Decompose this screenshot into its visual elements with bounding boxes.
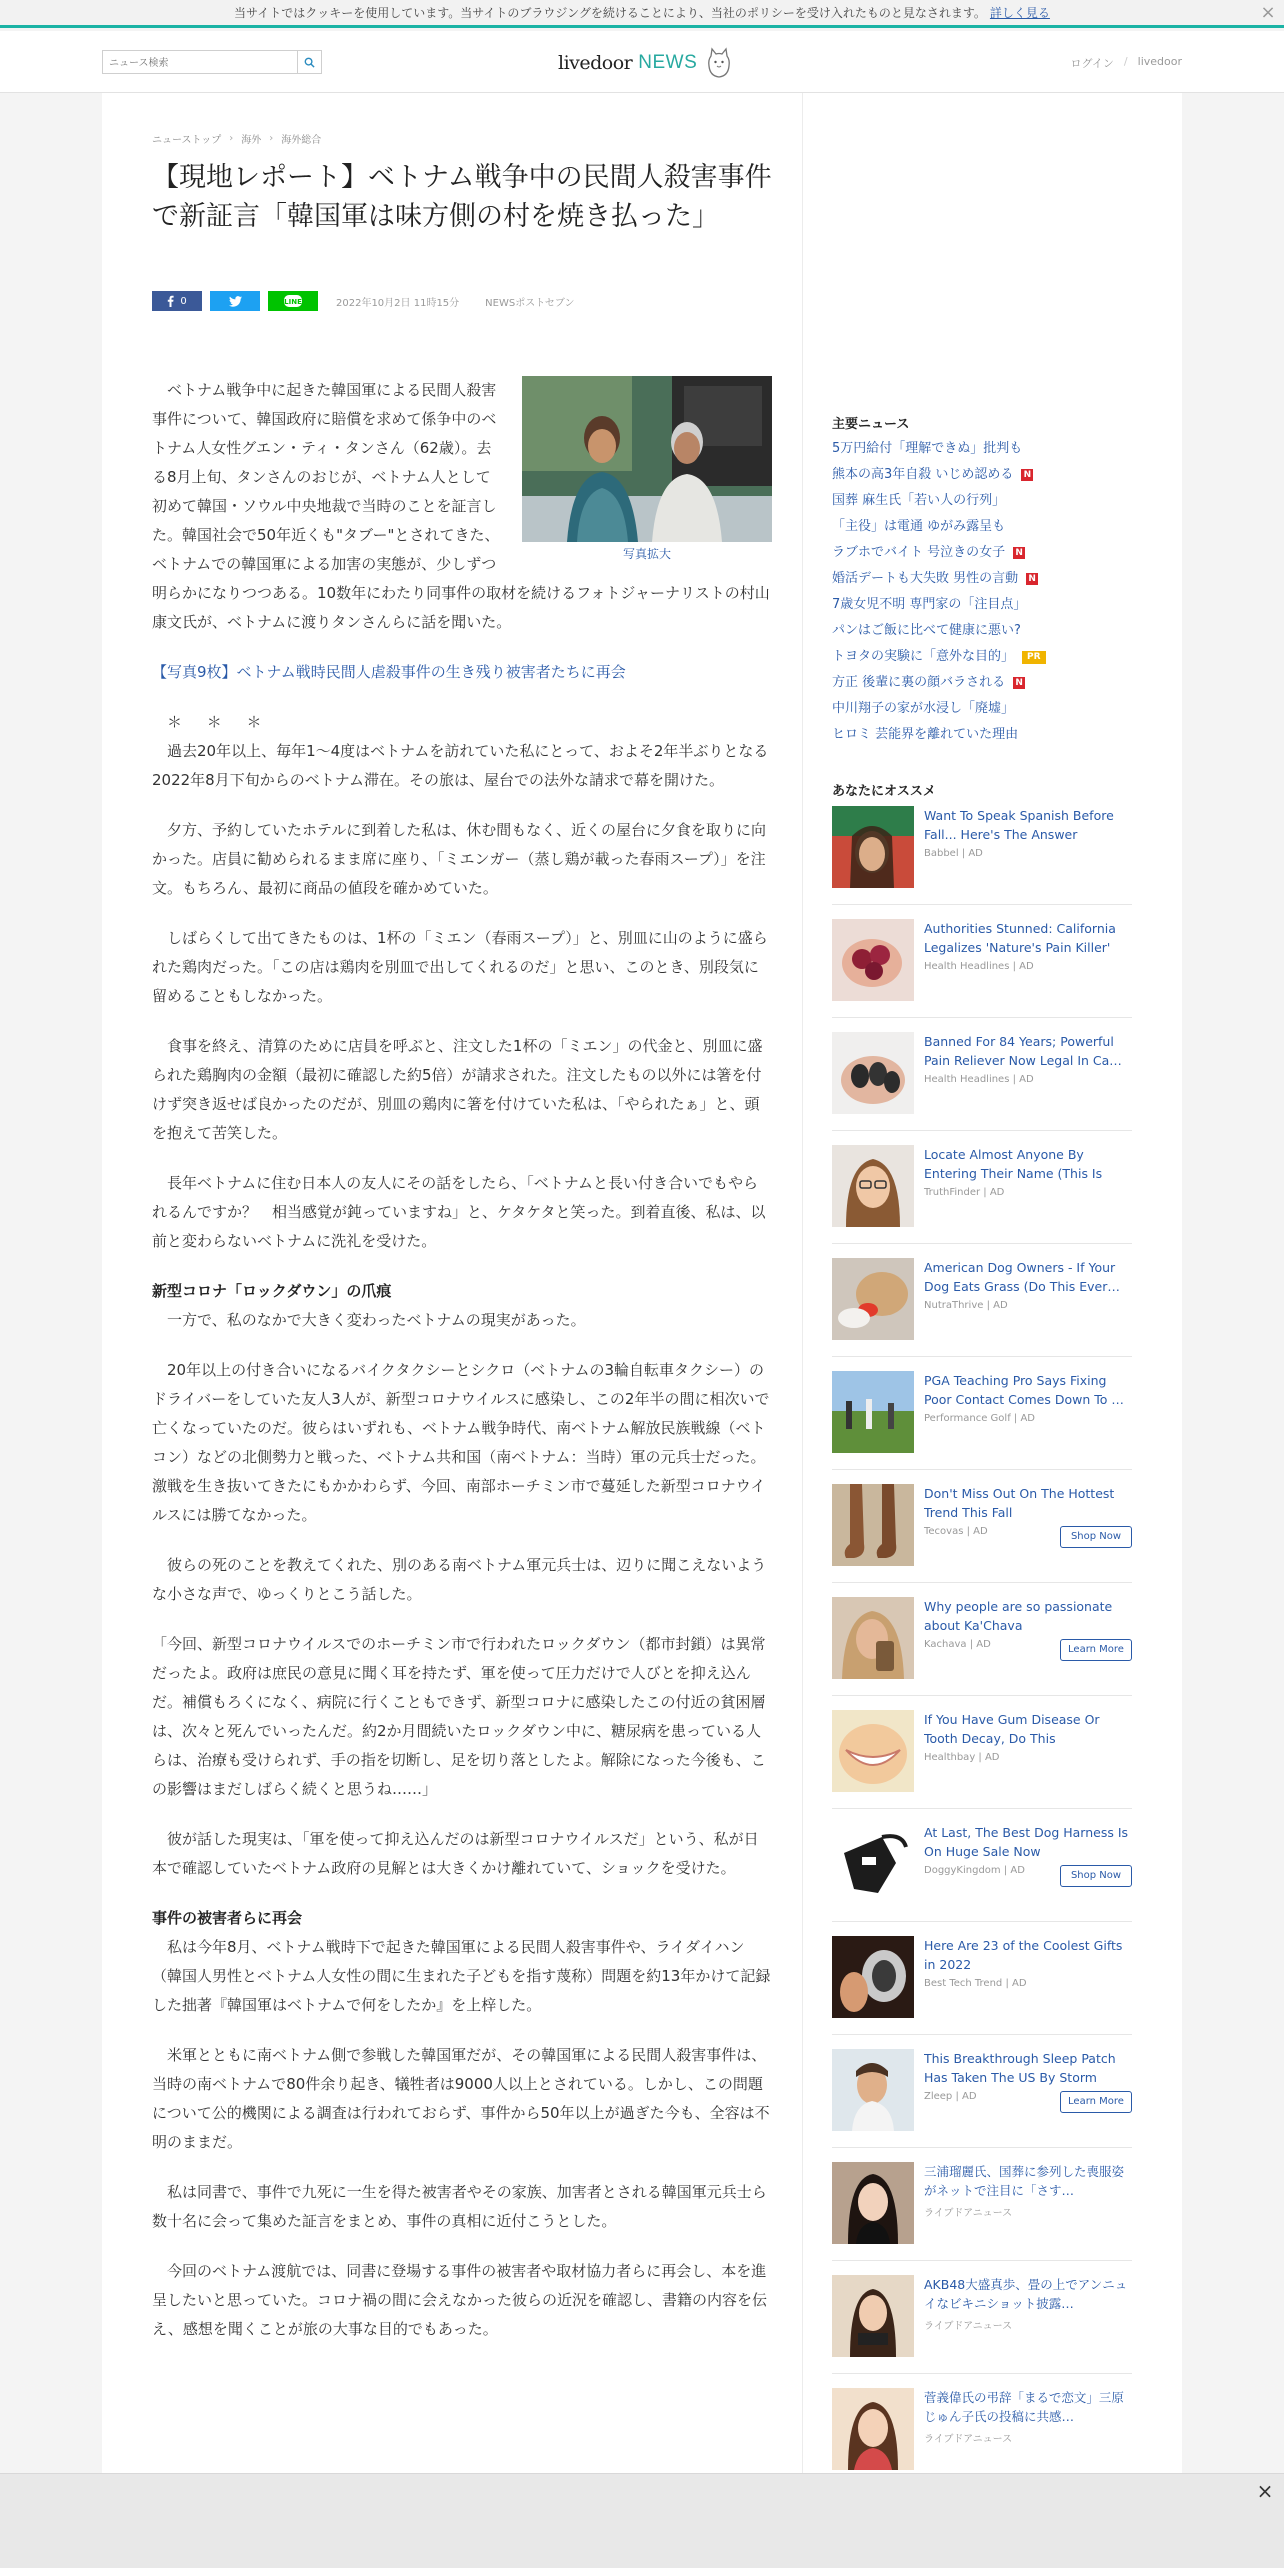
article-source[interactable]: NEWSポストセブン [485, 297, 575, 309]
twitter-icon [229, 296, 242, 307]
news-item[interactable]: ラブホでバイト 号泣きの女子 N [832, 540, 1132, 566]
recommend-thumbnail[interactable] [832, 1484, 914, 1566]
news-item[interactable]: 方正 後輩に裏の顔バラされる N [832, 670, 1132, 696]
recommend-thumbnail[interactable] [832, 1258, 914, 1340]
recommend-source: Health Headlines | AD [924, 961, 1034, 972]
recommend-item[interactable] [832, 2035, 1132, 2148]
photo-enlarge-link[interactable]: 写真拡大 [622, 547, 671, 561]
recommend-item[interactable] [832, 1131, 1132, 1244]
recommend-source: Performance Golf | AD [924, 1413, 1035, 1424]
article-paragraph: ベトナム戦争中に起きた韓国軍による民間人殺害事件について、韓国政府に賠償を求めて係争中のベトナム人女性グエン・ティ・タンさん（62歳）。去る8月上旬、タンさんのおじが、ベトナム人として初めて韓国・ソウル中央地裁で当時のことを証言した。韓国社会で50年近くも"タブー"とされてきた、ベトナムでの韓国軍による加害の実態が、少しずつ明らかになりつつある。10数年にわたり同事件の取材を続けるフォトジャーナリストの村山康文氏が、ベトナムに渡りタンさんらに話を聞いた。 [152, 381, 770, 631]
learn-more-button[interactable]: Learn More [1060, 2091, 1132, 2113]
recommend-thumbnail[interactable] [832, 1145, 914, 1227]
recommend-source: DoggyKingdom | AD [924, 1865, 1025, 1876]
recommend-source: Health Headlines | AD [924, 1074, 1034, 1085]
recommend-thumbnail[interactable] [832, 1823, 914, 1905]
recommend-thumbnail[interactable] [832, 1936, 914, 2018]
chevron-right-icon: › [269, 133, 274, 144]
article-paragraph: 私は今年8月、ベトナム戦時下で起きた韓国軍による民間人殺害事件や、ライダイハン（韓国人男性とベトナム人女性の間に生まれた子どもを指す蔑称）問題を約13年かけて記録した拙著『韓国軍はベトナムで何をしたか』を上梓した。 [152, 1938, 771, 2014]
article-paragraph: しばらくして出てきたものは、1杯の「ミエン（春雨スープ）」と、別皿に山のように盛られた鶏肉だった。「この店は鶏肉を別皿で出してくれるのだ」と思い、このとき、別段気に留めることもしなかった。 [152, 929, 768, 1005]
bottom-ad-bar [0, 2473, 1284, 2568]
article-paragraph: 米軍とともに南ベトナム側で参戦した韓国軍だが、その韓国軍による民間人殺害事件は、当時の南ベトナムで80件余り起き、犠牲者は9000人以上とされている。しかし、この問題について公的機関による調査は行われておらず、事件から50年以上が過ぎた今も、全容は不明のままだ。 [152, 2046, 770, 2151]
new-badge: N [1013, 547, 1025, 559]
recommend-title[interactable]: Want To Speak Spanish Before Fall... Here's The Answer [924, 808, 1114, 842]
news-item[interactable]: 熊本の高3年自殺 いじめ認める N [832, 462, 1132, 488]
facebook-share-button[interactable] [152, 291, 202, 311]
recommend-item[interactable] [832, 1357, 1132, 1470]
logo-livedoor: livedoor [558, 52, 633, 74]
recommend-thumbnail[interactable] [832, 1710, 914, 1792]
recommend-source: Kachava | AD [924, 1639, 991, 1650]
recommend-title[interactable]: At Last, The Best Dog Harness Is On Huge Sale Now [924, 1825, 1129, 1859]
chevron-right-icon: › [229, 133, 234, 144]
recommend-item[interactable] [832, 1696, 1132, 1809]
recommend-item[interactable] [832, 2374, 1132, 2487]
recommend-thumbnail[interactable] [832, 2162, 914, 2244]
livedoor-link[interactable]: livedoor [1137, 55, 1182, 68]
breadcrumb-item-overseas-general[interactable]: 海外総合 [281, 135, 322, 146]
news-item[interactable]: 婚活デートも大失敗 男性の言動 N [832, 566, 1132, 592]
recommend-source: Tecovas | AD [924, 1526, 988, 1537]
login-link[interactable]: ログイン [1070, 57, 1114, 70]
recommend-source: ライブドアニュース [924, 2321, 1013, 2332]
recommend-thumbnail[interactable] [832, 2049, 914, 2131]
recommend-thumbnail[interactable] [832, 1371, 914, 1453]
article-paragraph: 彼が話した現実は、「軍を使って抑え込んだのは新型コロナウイルスだ」という、私が日本で確認していたベトナム政府の見解とは大きくかけ離れていて、ショックを受けた。 [152, 1830, 759, 1877]
article-title: 【現地レポート】ベトナム戦争中の民間人殺害事件で新証言「韓国軍は味方側の村を焼き払った」 [152, 162, 772, 232]
recommend-item[interactable] [832, 1018, 1132, 1131]
recommend-source: Healthbay | AD [924, 1752, 1000, 1763]
recommend-title[interactable]: If You Have Gum Disease Or Tooth Decay, Do This [924, 1712, 1100, 1746]
column-divider [802, 93, 803, 2553]
recommend-thumbnail[interactable] [832, 2388, 914, 2470]
facebook-icon [167, 295, 174, 307]
article-paragraph: 過去20年以上、毎年1～4度はベトナムを訪れていた私にとって、およそ2年半ぶりとなる2022年8月下旬からのベトナム滞在。その旅は、屋台での法外な請求で幕を開けた。 [152, 742, 769, 789]
pr-badge: PR [1022, 651, 1046, 664]
news-item[interactable]: 7歳女児不明 専門家の「注目点」 [832, 597, 1027, 612]
recommend-thumbnail[interactable] [832, 2275, 914, 2357]
recommend-item[interactable] [832, 1922, 1132, 2035]
logo-news: NEWS [638, 52, 698, 73]
article-paragraph: 食事を終え、清算のために店員を呼ぶと、注文した1杯の「ミエン」の代金と、別皿に盛られた鶏胸肉の金額（最初に確認した約5倍）が請求された。注文したもの以外には箸を付けず突き返せば良かったのだが、別皿の鶏肉に箸を付けていた私は、「やられたぁ」と、頭を抱えて苦笑した。 [152, 1037, 763, 1142]
news-item[interactable]: 5万円給付「理解できぬ」批判も [832, 441, 1023, 456]
recommend-item[interactable] [832, 2261, 1132, 2374]
breadcrumb [152, 131, 321, 146]
article-paragraph: 長年ベトナムに住む日本人の友人にその話をしたら、「ベトナムと長い付き合いでもやられるんですか？ 相当感覚が鈍っていますね」と、ケタケタと笑った。到着直後、私は、以前と変わらないベトナムに洗礼を受けた。 [152, 1174, 766, 1250]
recommend-title[interactable]: Locate Almost Anyone By Entering Their Name (This Is [924, 1147, 1103, 1181]
recommend-title[interactable]: 菅義偉氏の弔辞「まるで恋文」三原じゅん子氏の投稿に共感… [924, 2390, 1124, 2424]
recommend-source: ライブドアニュース [924, 2208, 1013, 2219]
news-item[interactable]: パンはご飯に比べて健康に悪い? [832, 623, 1021, 638]
cookie-banner [0, 0, 1284, 28]
recommend-title[interactable]: This Breakthrough Sleep Patch Has Taken The US By Storm [924, 2051, 1116, 2085]
article-date: 2022年10月2日 11時15分 [336, 297, 460, 309]
svg-text:LINE: LINE [284, 298, 302, 306]
mascot-icon [705, 46, 733, 80]
article-paragraph: 今回のベトナム渡航では、同書に登場する事件の被害者や取材協力者らに再会し、本を進呈したいと思っていた。コロナ禍の間に会えなかった彼らの近況を確認し、書籍の内容を伝え、感想を聞くことが旅の大事な目的でもあった。 [152, 2262, 768, 2338]
facebook-share-count: 0 [180, 295, 187, 307]
recommend-title[interactable]: Why people are so passionate about Ka'Chava [924, 1599, 1113, 1633]
recommend-item[interactable] [832, 905, 1132, 1018]
recommend-title[interactable]: Don't Miss Out On The Hottest Trend This Fall [924, 1486, 1115, 1520]
recommend-title[interactable]: Banned For 84 Years; Powerful Pain Reliever Now Legal In Ca… [924, 1034, 1122, 1068]
recommend-source: NutraThrive | AD [924, 1300, 1008, 1311]
new-badge: N [1026, 573, 1038, 585]
cookie-text: 当サイトではクッキーを使用しています。当サイトのブラウジングを続けることにより、当社のポリシーを受け入れたものと見なされます。 [234, 6, 986, 20]
recommend-heading: あなたにオススメ [832, 784, 936, 799]
main-container [102, 93, 1182, 2553]
twitter-share-button[interactable] [210, 291, 260, 311]
article-paragraph: 彼らの死のことを教えてくれた、別のある南ベトナム軍元兵士は、辺りに聞こえないような小さな声で、ゆっくりとこう話した。 [152, 1556, 767, 1603]
section-heading: 事件の被害者らに再会 [152, 1909, 303, 1927]
recommend-title[interactable]: Here Are 23 of the Coolest Gifts in 2022 [924, 1938, 1123, 1972]
search-input[interactable] [103, 53, 297, 75]
recommend-item[interactable] [832, 1583, 1132, 1696]
recommend-thumbnail[interactable] [832, 919, 914, 1001]
section-heading: 新型コロナ「ロックダウン」の爪痕 [152, 1282, 392, 1300]
header-links [1070, 55, 1182, 71]
recommend-thumbnail[interactable] [832, 806, 914, 888]
article-photo[interactable] [522, 376, 772, 566]
recommend-item[interactable] [832, 1470, 1132, 1583]
recommend-thumbnail[interactable] [832, 1597, 914, 1679]
recommend-thumbnail[interactable] [832, 1032, 914, 1114]
search-box [102, 50, 322, 74]
shop-now-button[interactable]: Shop Now [1060, 1526, 1132, 1548]
recommend-item[interactable] [832, 1244, 1132, 1357]
recommend-source: Zleep | AD [924, 2091, 977, 2102]
search-button[interactable] [297, 51, 321, 73]
main-news-list [832, 436, 1132, 748]
shop-now-button[interactable]: Shop Now [1060, 1865, 1132, 1887]
share-bar [152, 291, 575, 311]
main-news-heading: 主要ニュース [832, 417, 910, 432]
article-paragraph: 夕方、予約していたホテルに到着した私は、休む間もなく、近くの屋台に夕食を取りに向かった。店員に勧められるまま席に座り、「ミエンガー（蒸し鶏が載った春雨スープ）」を注文。もちろん、最初に商品の値段を確かめていた。 [152, 821, 766, 897]
recommend-title[interactable]: AKB48大盛真歩、畳の上でアンニュイなビキニショット披露… [924, 2277, 1128, 2311]
cookie-more-link[interactable]: 詳しく見る [989, 6, 1050, 20]
article-paragraph: 20年以上の付き合いになるバイクタクシーとシクロ（ベトナムの3輪自転車タクシー）のドライバーをしていた友人3人が、新型コロナウイルスに感染し、この2年半の間に相次いで亡くなっていたのだ。彼らはいずれも、ベトナム戦争時代、南ベトナム解放民族戦線（ベトコン）などの北側勢力と戦った、ベトナム共和国（南ベトナム：当時）軍の元兵士だった。激戦を生き抜いてきたにもかかわらず、今回、南部ホーチミン市で蔓延した新型コロナウイルスには勝てなかった。 [152, 1361, 770, 1524]
recommend-title[interactable]: American Dog Owners - If Your Dog Eats Grass (Do This Ever… [924, 1260, 1120, 1294]
recommend-source: Babbel | AD [924, 848, 983, 859]
recommend-item[interactable] [832, 792, 1132, 905]
learn-more-button[interactable]: Learn More [1060, 1639, 1132, 1661]
recommend-source: TruthFinder | AD [924, 1187, 1005, 1198]
news-item[interactable]: 中川翔子の家が水浸し「廃墟」 [832, 701, 1015, 716]
new-badge: N [1021, 469, 1033, 481]
article-paragraph: 一方で、私のなかで大きく変わったベトナムの現実があった。 [167, 1311, 586, 1329]
recommend-source: ライブドアニュース [924, 2434, 1013, 2445]
photo-gallery-paragraph [152, 658, 772, 687]
site-header [0, 31, 1284, 93]
photo-gallery-link[interactable]: 【写真9枚】ベトナム戦時民間人虐殺事件の生き残り被害者たちに再会 [152, 663, 626, 681]
article-photo-image[interactable] [522, 376, 772, 542]
recommend-title[interactable]: Authorities Stunned: California Legalizes 'Nature's Pain Killer' [924, 921, 1116, 955]
news-item[interactable]: ヒロミ 芸能界を離れていた理由 [832, 727, 1019, 742]
section-separator: ＊ ＊ ＊ [167, 713, 272, 731]
site-logo[interactable] [558, 43, 733, 83]
article-paragraph: 私は同書で、事件で九死に一生を得た被害者やその家族、加害者とされる韓国軍元兵士ら数十名に会って集めた証言をまとめ、事件の真相に近付こうとした。 [152, 2183, 767, 2230]
search-icon [304, 57, 315, 68]
breadcrumb-item-overseas[interactable]: 海外 [241, 135, 262, 146]
header-separator: / [1123, 55, 1128, 68]
quote-paragraph: 「今回、新型コロナウイルスでのホーチミン市で行われたロックダウン（都市封鎖）は異常だったよ。政府は庶民の意見に聞く耳を持たず、軍を使って圧力だけで人びとを抑え込んだ。補償もろくになく、病院に行くこともできず、新型コロナに感染したこの付近の貧困層は、次々と死んでいったんだ。約2か月間続いたロックダウン中に、糖尿病を患っている人らは、治療も受けられず、手の指を切断し、足を切り落としたよ。解除になった今後も、この影響はまだしばらく続くと思うね……」 [152, 1635, 766, 1798]
news-item[interactable]: 「主役」は電通 ゆがみ露呈も [832, 519, 1006, 534]
recommend-item[interactable] [832, 1809, 1132, 1922]
article-body [152, 376, 772, 2365]
recommend-title[interactable]: 三浦瑠麗氏、国葬に参列した喪服姿がネットで注目に「さす… [924, 2164, 1125, 2198]
breadcrumb-item-top[interactable]: ニューストップ [152, 135, 222, 146]
news-item[interactable]: 国葬 麻生氏「若い人の行列」 [832, 493, 1006, 508]
close-icon[interactable]: × [1256, 2479, 1274, 2503]
news-item[interactable]: トヨタの実験に「意外な目的」 PR [832, 644, 1132, 670]
recommend-title[interactable]: PGA Teaching Pro Says Fixing Poor Contact Comes Down To … [924, 1373, 1124, 1407]
line-share-button[interactable] [268, 291, 318, 311]
recommend-item[interactable] [832, 2148, 1132, 2261]
new-badge: N [1013, 677, 1025, 689]
line-icon [284, 295, 302, 307]
recommend-source: Best Tech Trend | AD [924, 1978, 1027, 1989]
cookie-close-icon[interactable]: × [1260, 2, 1276, 23]
